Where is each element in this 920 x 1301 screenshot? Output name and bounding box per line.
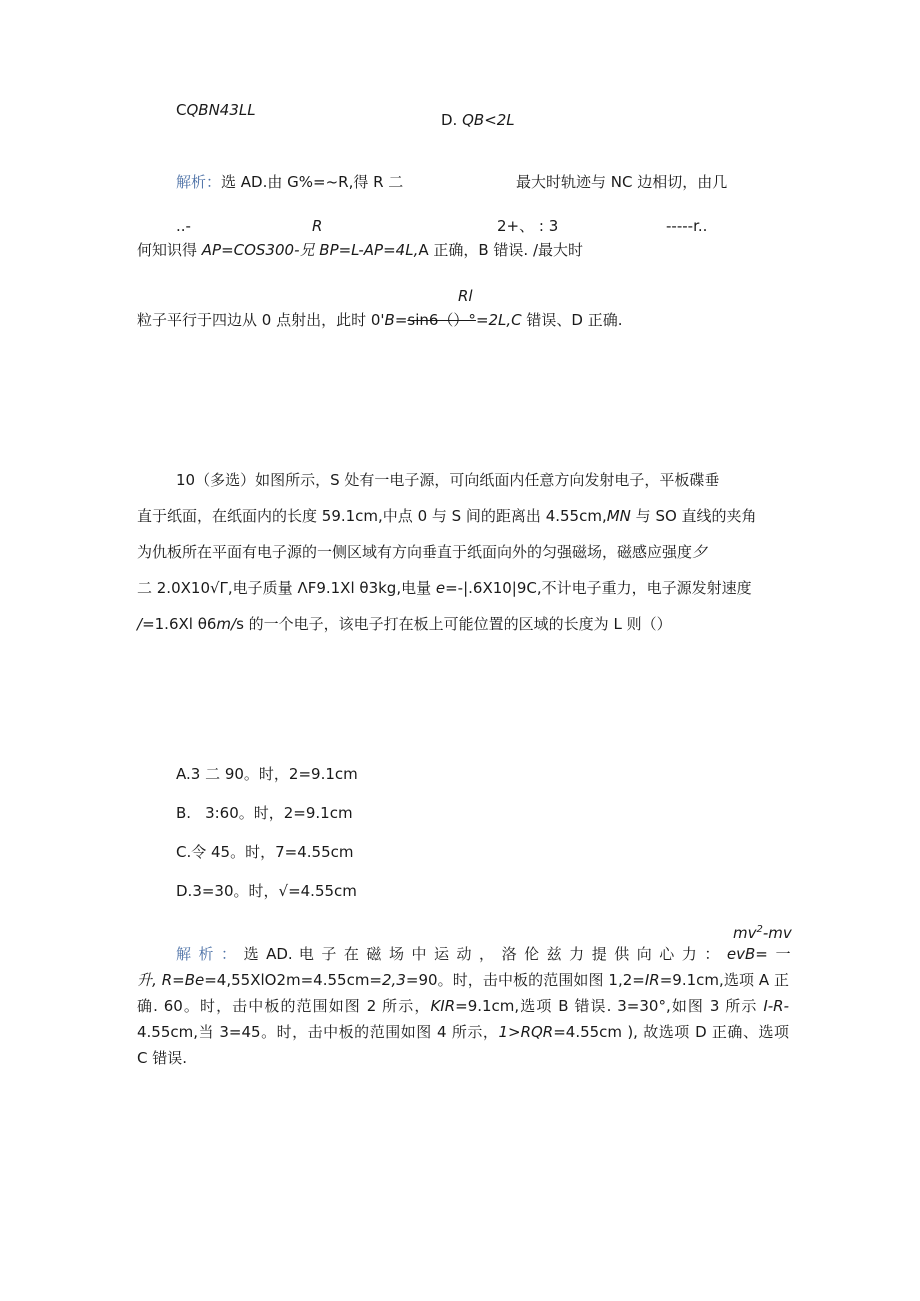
option-b-prefix: B. (176, 804, 192, 822)
formula-bp: BP=L-AP=4L, (319, 241, 419, 259)
option-a: A.3 二 90。时，2=9.1cm (176, 765, 358, 783)
unit: m/ (216, 615, 237, 633)
symbol-mn: MN (606, 507, 631, 525)
text: 何知识得 (137, 241, 202, 259)
text: =4.55cm ), 故选项 D 正确、选项 (553, 1023, 789, 1041)
superscript: 2 (756, 924, 763, 935)
fragment-rl: Rl (458, 287, 473, 305)
formula: evB= 一 (726, 945, 789, 963)
text: =9.1cm,选项 A 正 (659, 971, 790, 989)
option-c: C.令 45。时，7=4.55cm (176, 843, 354, 861)
text: 为仇板所在平面有电子源的一侧区域有方向垂直于纸面向外的匀强磁场，磁感应强度 (137, 543, 693, 561)
question10-line5 (137, 614, 672, 634)
text: A 正确，B 错误. /最大时 (418, 241, 584, 259)
text: =4,55XlO2m=4.55cm= (204, 971, 383, 989)
text: 与 SO 直线的夹角 (630, 507, 757, 525)
analysis-label: 解 析 ： (176, 945, 238, 963)
text: mv (733, 924, 757, 942)
formula: 2,3= (382, 971, 419, 989)
text: 粒子平行于四边从 0 点射出，此时 0' (137, 311, 385, 329)
formula: I-R- (763, 997, 789, 1015)
question10-line2 (137, 506, 757, 526)
text: 选 AD. 电 子 在 磁 场 中 运 动 ， 洛 伦 兹 力 提 供 向 心 力 ： (243, 945, 721, 963)
analysis2-line2 (137, 970, 789, 990)
symbol: / (137, 615, 143, 633)
analysis-label: 解析： (176, 173, 222, 191)
text: -mv (762, 924, 792, 942)
text: 确. 60。时，击中板的范围如图 2 所示， (137, 997, 431, 1015)
analysis2-line1 (137, 944, 789, 964)
analysis2-line5: C 错误. (137, 1049, 188, 1067)
fragment-right: -----r.. (666, 217, 708, 235)
formula: IR (644, 971, 660, 989)
fragment-mid: 2+、 : 3 (497, 217, 559, 235)
fragment-r: R (312, 217, 323, 235)
option-d-top (441, 110, 515, 130)
option-d: D.3=30。时，√=4.55cm (176, 882, 357, 900)
formula: 1>RQR (498, 1023, 554, 1041)
analysis1-text: 选 AD.由 G%=~R,得 R 二 (221, 173, 404, 191)
analysis1-line1-b: 最大时轨迹与 NC 边相切，由几 (516, 173, 728, 191)
text: 4.55cm,当 3=45。时，击中板的范围如图 4 所示， (137, 1023, 499, 1041)
text: =1.6Xl θ6 (142, 615, 217, 633)
symbol: 夕 (692, 543, 708, 561)
fragment-dots: ..- (176, 217, 191, 235)
text: 90。时，击中板的范围如图 1,2= (418, 971, 645, 989)
text: =9.1cm,选项 B 错误. 3=30°,如图 3 所示 (455, 997, 764, 1015)
option-c-top (176, 100, 256, 120)
text: s 的一个电子，该电子打在板上可能位置的区域的长度为 L 则（） (236, 615, 672, 633)
formula-2l: =2L,C (475, 311, 522, 329)
text: 二 2.0X10√Γ,电子质量 ΛF9.1Xl θ3kg,电量 (137, 579, 436, 597)
analysis1-line3 (137, 310, 623, 330)
formula-b: B= (384, 311, 408, 329)
fraction-numerator (733, 920, 792, 943)
formula: KIR (430, 997, 456, 1015)
question10-line4 (137, 578, 752, 598)
option-b (176, 803, 353, 823)
text: -兄 (294, 241, 320, 259)
symbol-e: e (435, 579, 446, 597)
option-c-prefix: C (176, 101, 187, 119)
option-c-value: QBN43LL (186, 101, 256, 119)
analysis2-line4 (137, 1022, 789, 1042)
question10-line3 (137, 542, 707, 562)
formula-ap: AP=COS300 (201, 241, 295, 259)
option-d-value: QB<2L (462, 111, 515, 129)
option-d-prefix: D. (441, 111, 463, 129)
text: 直于纸面，在纸面内的长度 59.1cm,中点 0 与 S 间的距离出 4.55cm, (137, 507, 607, 525)
formula: 升, R=Be (137, 971, 205, 989)
analysis1-line1 (176, 172, 403, 192)
analysis1-line2 (137, 240, 583, 260)
analysis2-line3 (137, 996, 789, 1016)
option-b-value: 3:60。时，2=9.1cm (205, 804, 353, 822)
question10-line1: 10（多选）如图所示，S 处有一电子源，可向纸面内任意方向发射电子，平板碟垂 (176, 471, 720, 489)
formula-sin: sin6（）° (407, 311, 476, 329)
text: 错误、D 正确. (521, 311, 623, 329)
text: =-|.6X10|9C,不计电子重力，电子源发射速度 (445, 579, 752, 597)
